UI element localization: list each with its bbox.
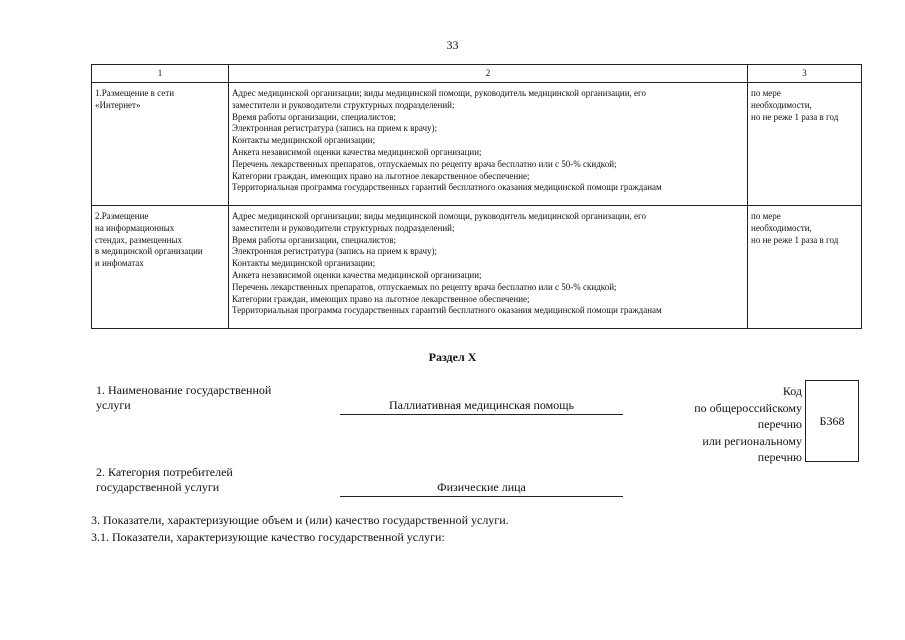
place-cell [92, 206, 229, 329]
quality-indicators-heading: 3.1. Показатели, характеризующие качество государственной услуги: [91, 530, 445, 544]
content-line: Электронная регистратура (запись на прием к врачу); [232, 246, 438, 257]
header-col-2: 2 [229, 65, 748, 83]
content-line: Время работы организации, специалистов; [232, 111, 396, 122]
header-col-1: 1 [92, 65, 229, 83]
content-line: Категории граждан, имеющих право на льготное лекарственное обеспечение; [232, 170, 530, 181]
code-label-line: перечню [757, 417, 802, 431]
place-cell [92, 83, 229, 206]
content-line: Категории граждан, имеющих право на льготное лекарственное обеспечение; [232, 293, 530, 304]
code-box [805, 380, 859, 462]
frequency-cell [748, 83, 862, 206]
information-table [91, 64, 862, 329]
service-label-line: 1. Наименование государственной [96, 383, 272, 397]
content-line: Контакты медицинской организации; [232, 258, 376, 269]
frequency-cell [748, 206, 862, 329]
place-line: и инфоматах [95, 258, 144, 269]
frequency-line: по мере [751, 211, 781, 221]
consumer-category-label [96, 465, 233, 494]
code-label-line: Код [782, 384, 802, 398]
frequency-line: необходимости, [751, 222, 812, 233]
content-line: Территориальная программа государственных гарантий бесплатного оказания медицинской помощи гражданам [232, 182, 662, 193]
category-label-line: государственной услуги [96, 479, 220, 494]
content-line: Адрес медицинской организации; виды медицинской помощи, руководитель медицинской организации, его [232, 211, 646, 221]
table-row [92, 83, 862, 206]
place-line: 2.Размещение [95, 211, 149, 221]
content-line: Адрес медицинской организации; виды медицинской помощи, руководитель медицинской организации, его [232, 88, 646, 98]
service-name-value: Паллиативная медицинская помощь [340, 398, 623, 415]
service-name-label [96, 383, 271, 412]
code-label-line: по общероссийскому [694, 400, 802, 415]
section-title: Раздел X [428, 350, 477, 364]
place-line: на информационных [95, 222, 175, 233]
content-line: Перечень лекарственных препаратов, отпускаемых по рецепту врача бесплатно или с 50-% скидкой; [232, 158, 617, 169]
content-cell [229, 206, 748, 329]
consumer-category-value: Физические лица [340, 480, 623, 497]
indicators-heading: 3. Показатели, характеризующие объем и (или) качество государственной услуги. [91, 513, 509, 527]
frequency-line: необходимости, [751, 99, 812, 110]
content-line: заместители и руководители структурных подразделений; [232, 222, 455, 233]
page-number: 33 [446, 38, 459, 52]
place-line: 1.Размещение в сети [95, 88, 175, 98]
content-line: Время работы организации, специалистов; [232, 234, 396, 245]
code-label-line: перечню [757, 450, 802, 464]
content-line: Электронная регистратура (запись на прием к врачу); [232, 123, 438, 134]
service-label-line: услуги [96, 397, 131, 412]
frequency-line: по мере [751, 88, 781, 98]
code-label-line: или региональному [702, 433, 802, 448]
place-line: «Интернет» [95, 99, 141, 110]
header-col-3: 3 [748, 65, 862, 83]
content-line: Анкета независимой оценки качества медицинской организации; [232, 146, 482, 157]
category-label-line: 2. Категория потребителей [96, 465, 233, 479]
place-line: стендах, размещенных [95, 234, 183, 245]
place-line: в медицинской организации [95, 246, 203, 257]
frequency-line: но не реже 1 раза в год [751, 234, 839, 245]
content-line: Перечень лекарственных препаратов, отпускаемых по рецепту врача бесплатно или с 50-% скидкой; [232, 281, 617, 292]
code-label [650, 383, 802, 466]
content-line: Территориальная программа государственных гарантий бесплатного оказания медицинской помощи гражданам [232, 305, 662, 316]
content-cell [229, 83, 748, 206]
content-line: заместители и руководители структурных подразделений; [232, 99, 455, 110]
table-row [92, 206, 862, 329]
content-line: Анкета независимой оценки качества медицинской организации; [232, 269, 482, 280]
code-value: Б368 [819, 413, 845, 428]
content-line: Контакты медицинской организации; [232, 135, 376, 146]
table-header-row [92, 65, 862, 83]
frequency-line: но не реже 1 раза в год [751, 111, 839, 122]
